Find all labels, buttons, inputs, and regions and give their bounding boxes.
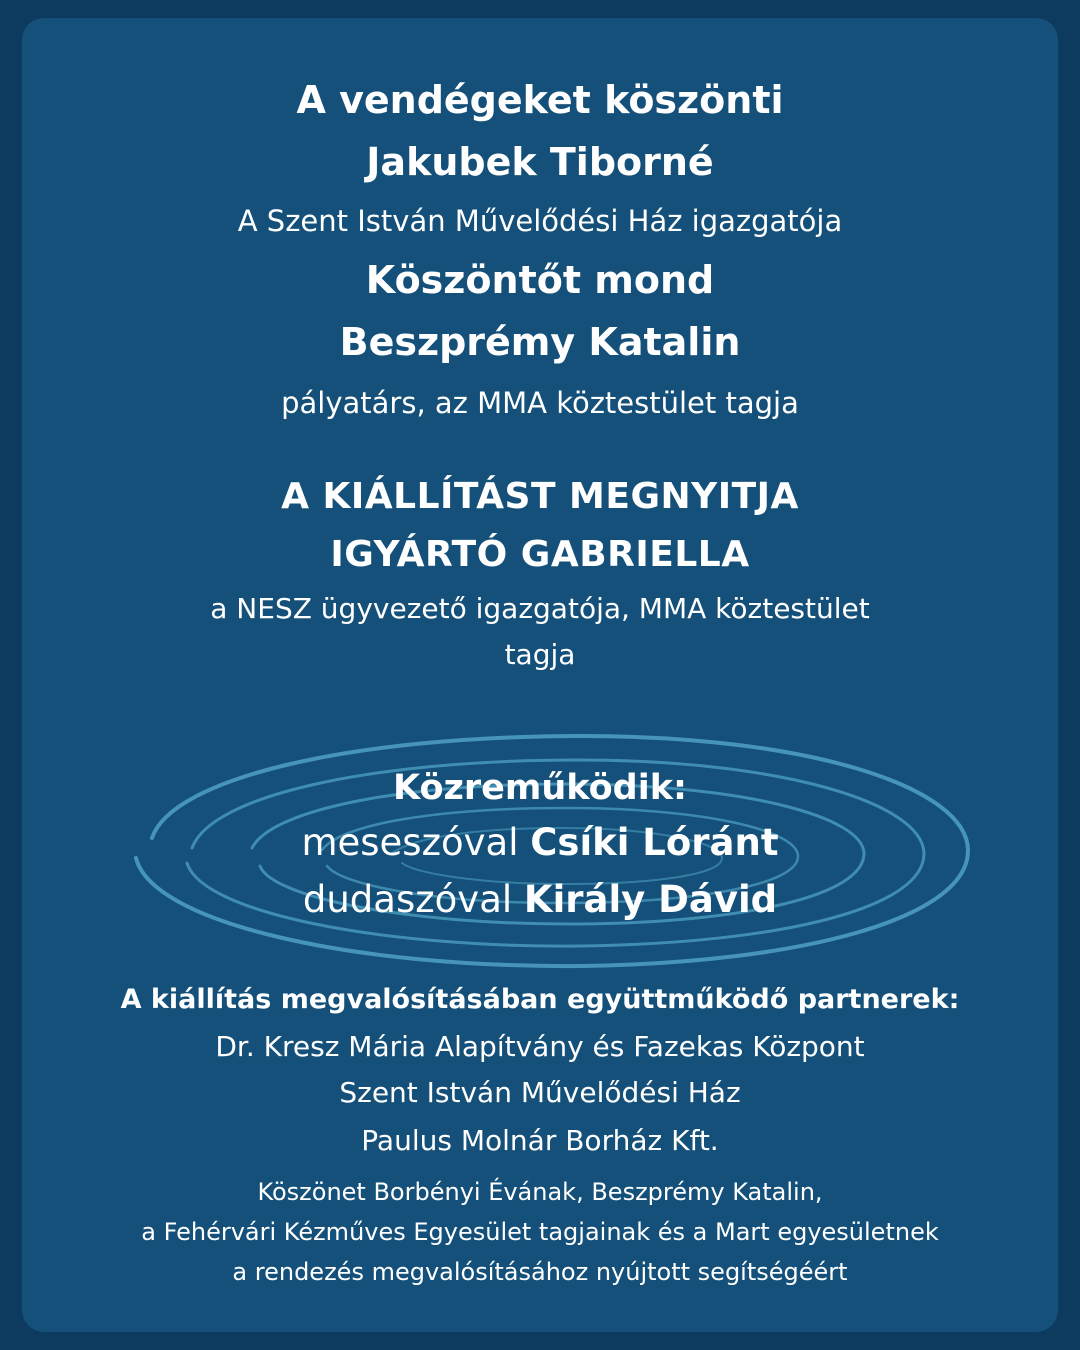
welcome-name: Jakubek Tiborné [366, 140, 714, 184]
greeting-heading: Köszöntőt mond [365, 258, 715, 302]
contributor-item [22, 878, 1058, 921]
partner-item: Szent István Művelődési Ház [339, 1076, 741, 1109]
contributor-role: meseszóval [301, 821, 519, 864]
contributor-item [22, 821, 1058, 864]
opening-title-line1: a NESZ ügyvezető igazgatója, MMA köztestület [210, 592, 870, 625]
opening-heading: A KIÁLLÍTÁST MEGNYITJA [281, 476, 799, 517]
opening-name: IGYÁRTÓ GABRIELLA [330, 534, 750, 575]
partner-item: Paulus Molnár Borház Kft. [361, 1124, 719, 1157]
invitation-card [22, 18, 1058, 1332]
contributor-name: Csíki Lóránt [530, 821, 779, 864]
welcome-title: A Szent István Művelődési Ház igazgatója [237, 204, 843, 238]
thanks-line2: a Fehérvári Kézműves Egyesület tagjainak és a Mart egyesületnek [141, 1218, 939, 1246]
opening-title-line2: tagja [504, 638, 576, 671]
contributors-heading: Közreműködik: [392, 768, 687, 808]
welcome-heading: A vendégeket köszönti [296, 78, 784, 122]
greeting-title: pályatárs, az MMA köztestület tagja [281, 386, 799, 420]
greeting-name: Beszprémy Katalin [339, 320, 741, 364]
contributor-role: dudaszóval [302, 878, 513, 921]
thanks-line1: Köszönet Borbényi Évának, Beszprémy Katalin, [257, 1178, 823, 1206]
partner-item: Dr. Kresz Mária Alapítvány és Fazekas Központ [215, 1030, 865, 1063]
contributor-name: Király Dávid [523, 878, 778, 921]
partners-heading: A kiállítás megvalósításában együttműködő partnerek: [120, 984, 960, 1015]
thanks-line3: a rendezés megvalósításához nyújtott segítségéért [232, 1258, 848, 1286]
